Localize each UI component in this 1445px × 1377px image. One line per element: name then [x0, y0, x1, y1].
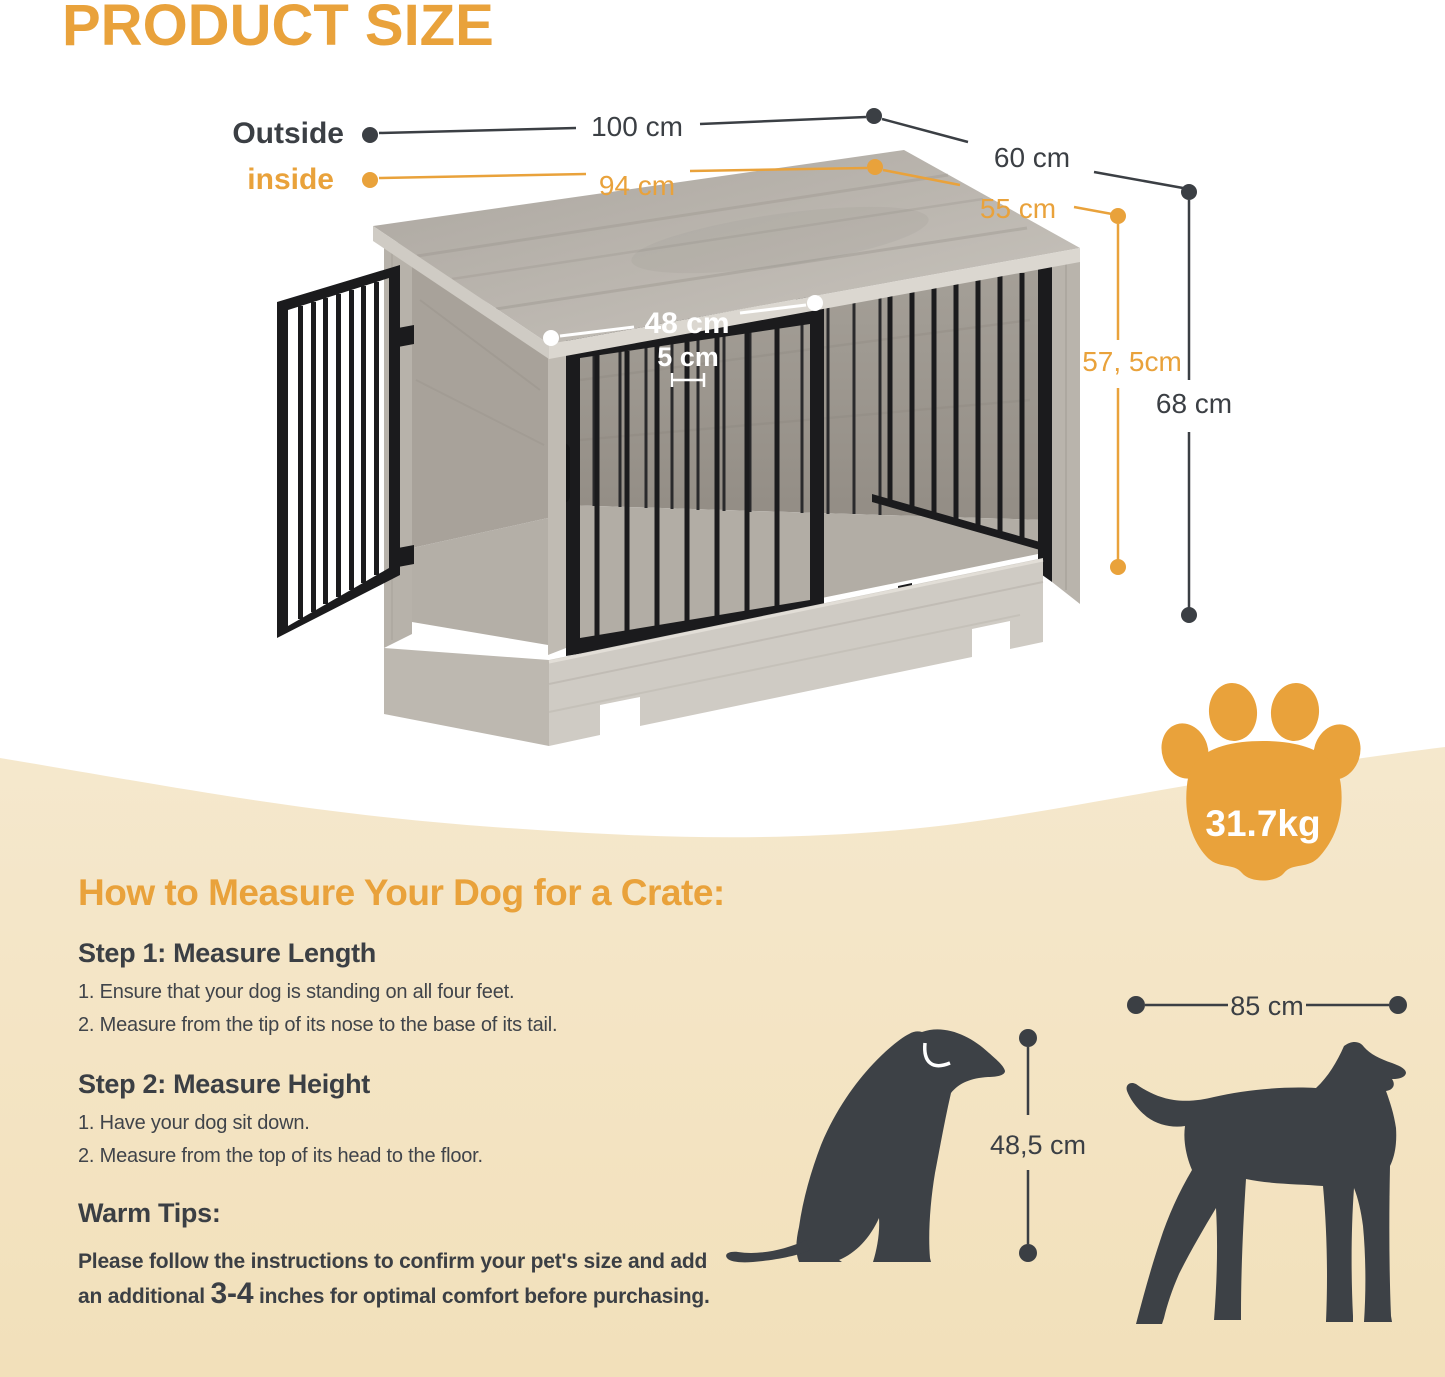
- warm-tips-line-1: Please follow the instructions to confirm your pet's size and add: [78, 1250, 708, 1273]
- warm-tips-line-2-prefix: an additional: [78, 1285, 211, 1308]
- bar-gap-label: 5 cm: [657, 342, 719, 372]
- standing-length-label: 85 cm: [1230, 991, 1304, 1021]
- step-1-title: Step 1: Measure Length: [78, 938, 376, 968]
- inside-depth-label: 55 cm: [979, 193, 1057, 224]
- outside-width-label: 100 cm: [591, 111, 683, 142]
- inside-width-label: 94 cm: [598, 170, 676, 201]
- step-2-title: Step 2: Measure Height: [78, 1069, 370, 1099]
- step-1-item-2: 2. Measure from the tip of its nose to the base of its tail.: [78, 1014, 558, 1036]
- outside-legend-label: Outside: [232, 117, 344, 150]
- weight-label: 31.7kg: [1205, 803, 1321, 844]
- crate-illustration: [0, 0, 1080, 746]
- door-width-label: 48 cm: [644, 307, 730, 340]
- outside-depth-label: 60 cm: [993, 142, 1071, 173]
- guide-heading: How to Measure Your Dog for a Crate:: [78, 872, 725, 913]
- step-1-item-1: 1. Ensure that your dog is standing on all four feet.: [78, 981, 515, 1003]
- measure-guide: [78, 872, 798, 1314]
- inside-legend-label: inside: [247, 163, 334, 196]
- outside-height-label: 68 cm: [1155, 388, 1233, 419]
- warm-tips-title: Warm Tips:: [78, 1198, 221, 1228]
- warm-tips-line-2: [78, 1279, 798, 1312]
- page-title: PRODUCT SIZE: [62, 0, 494, 58]
- step-2-item-2: 2. Measure from the top of its head to the floor.: [78, 1145, 483, 1167]
- warm-tips-line-2-suffix: inches for optimal comfort before purchasing.: [253, 1285, 710, 1308]
- sitting-height-label: 48,5 cm: [989, 1130, 1087, 1160]
- warm-tips-highlight: 3-4: [210, 1277, 254, 1310]
- inside-height-label: 57, 5cm: [1082, 346, 1182, 377]
- step-2-item-1: 1. Have your dog sit down.: [78, 1112, 310, 1134]
